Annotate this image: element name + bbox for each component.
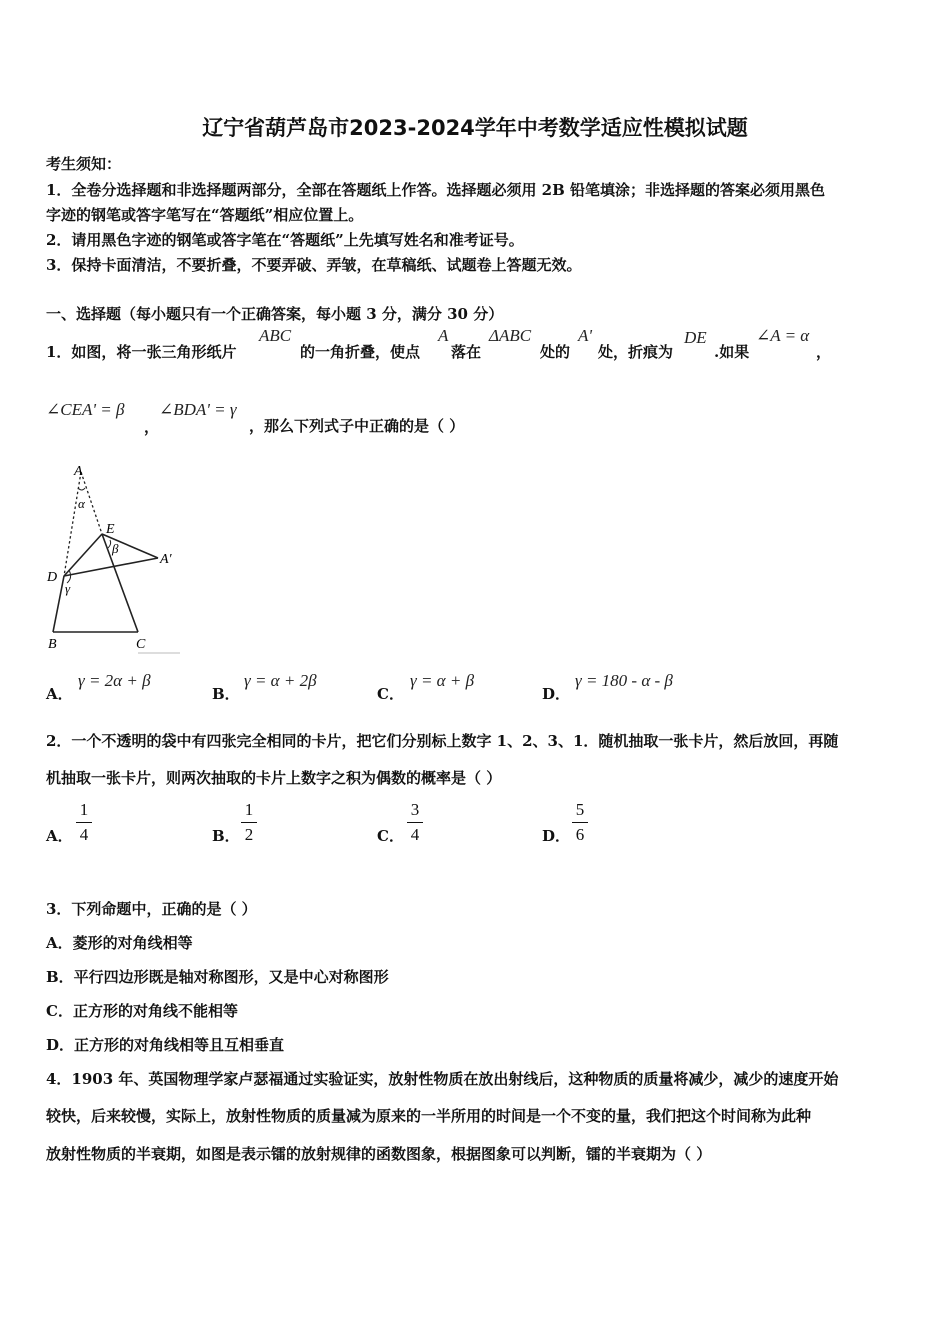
alpha-arc: [78, 488, 85, 490]
q1-text-2: 的一角折叠，使点: [300, 343, 421, 361]
q1-math-a-prime: A': [578, 326, 593, 345]
q1-text-7: ，: [816, 343, 832, 361]
denominator: 2: [244, 825, 254, 844]
label-alpha: α: [78, 496, 85, 511]
notice-line-3: 3．保持卡面清洁，不要折叠，不要弄破、弄皱，在草稿纸、试题卷上答题无效。: [46, 256, 582, 274]
q4-line-3: 放射性物质的半衰期，如图是表示镭的放射规律的函数图象，根据图象可以判断，镭的半衰期为（ ）: [46, 1145, 712, 1163]
q2-option-b-label: B．: [212, 827, 240, 845]
q2-option-d-label: D．: [542, 827, 571, 845]
label-beta: β: [112, 541, 119, 556]
q1-text-3: 落在: [451, 343, 482, 361]
q1-text-6: .如果: [714, 343, 750, 361]
denominator: 4: [79, 825, 89, 844]
q1-option-a-expr[interactable]: γ = 2α + β: [78, 671, 151, 690]
q1-text-5: 处，折痕为: [598, 343, 674, 361]
section-heading: 一、选择题（每小题只有一个正确答案，每小题 3 分，满分 30 分）: [46, 305, 504, 323]
q3-stem: 3．下列命题中，正确的是（ ）: [46, 900, 257, 918]
q1-text-4: 处的: [540, 343, 571, 361]
label-b: B: [48, 637, 57, 652]
numerator: 5: [575, 800, 585, 819]
q1-option-d-expr[interactable]: γ = 180 - α - β: [575, 671, 673, 690]
numerator: 3: [410, 800, 420, 819]
segment-ec: [102, 534, 138, 632]
q2-option-b-fraction[interactable]: [239, 800, 259, 845]
q1-text-8: ，: [144, 418, 160, 436]
label-a-prime: A′: [160, 552, 172, 567]
denominator: 6: [575, 825, 585, 844]
q1-math-triangle: ΔABC: [489, 326, 532, 345]
q1-option-d-label: D．: [542, 685, 571, 703]
q3-option-b[interactable]: B．平行四边形既是轴对称图形，又是中心对称图形: [46, 968, 389, 986]
triangle-fold-figure: [40, 458, 190, 656]
q2-option-a-fraction[interactable]: [74, 800, 94, 845]
q4-line-2: 较快，后来较慢，实际上，放射性物质的质量减为原来的一半所用的时间是一个不变的量，我们把这个时间称为此种: [46, 1107, 812, 1125]
notice-line-2: 2．请用黑色字迹的钢笔或答字笔在“答题纸”上先填写姓名和准考证号。: [46, 231, 524, 249]
q1-math-de: DE: [684, 328, 707, 347]
beta-arc: [108, 540, 111, 548]
segment-ea: [102, 534, 158, 558]
label-d: D: [47, 570, 58, 585]
q2-option-a-label: A．: [46, 827, 73, 845]
q2-option-c-fraction[interactable]: [405, 800, 425, 845]
q1-option-a-label: A．: [46, 685, 73, 703]
label-c: C: [136, 637, 146, 652]
notice-line-1b: 字迹的钢笔或答字笔写在“答题纸”相应位置上。: [46, 206, 364, 224]
q1-math-bda: ∠BDA' = γ: [159, 400, 237, 419]
label-gamma: γ: [65, 581, 71, 596]
denominator: 4: [410, 825, 420, 844]
q1-text-9: ，那么下列式子中正确的是（ ）: [249, 417, 465, 435]
label-a: A: [74, 464, 83, 479]
label-e: E: [106, 522, 115, 537]
q1-math-abc: ABC: [259, 326, 292, 345]
q3-option-a[interactable]: A．菱形的对角线相等: [46, 934, 193, 952]
q2-option-d-fraction[interactable]: [570, 800, 590, 845]
q1-option-b-expr[interactable]: γ = α + 2β: [244, 671, 317, 690]
q2-line-1: 2．一个不透明的袋中有四张完全相同的卡片，把它们分别标上数字 1、2、3、1．随机抽取一张卡片，然后放回，再随: [46, 732, 839, 750]
numerator: 1: [79, 800, 89, 819]
q1-text-1: 1．如图，将一张三角形纸片: [46, 343, 237, 361]
notice-line-1a: 1．全卷分选择题和非选择题两部分，全部在答题纸上作答。选择题必须用 2B 铅笔填涂；非选择题的答案必须用黑色: [46, 181, 826, 199]
q2-line-2: 机抽取一张卡片，则两次抽取的卡片上数字之积为偶数的概率是（ ）: [46, 769, 502, 787]
q1-option-c-label: C．: [377, 685, 404, 703]
q1-option-b-label: B．: [212, 685, 240, 703]
numerator: 1: [244, 800, 254, 819]
q1-math-cea: ∠CEA' = β: [46, 400, 125, 419]
q2-option-c-label: C．: [377, 827, 404, 845]
q3-option-c[interactable]: C．正方形的对角线不能相等: [46, 1002, 238, 1020]
notice-heading: 考生须知：: [46, 155, 122, 173]
page-title: 辽宁省葫芦岛市2023-2024学年中考数学适应性模拟试题: [202, 116, 748, 140]
q1-math-angle-a: ∠A = α: [756, 326, 810, 345]
q4-line-1: 4．1903 年、英国物理学家卢瑟福通过实验证实，放射性物质在放出射线后，这种物质的质量将减少，减少的速度开始: [46, 1070, 839, 1088]
q1-option-c-expr[interactable]: γ = α + β: [410, 671, 475, 690]
q1-math-a: A: [438, 326, 449, 345]
q3-option-d[interactable]: D．正方形的对角线相等且互相垂直: [46, 1036, 285, 1054]
